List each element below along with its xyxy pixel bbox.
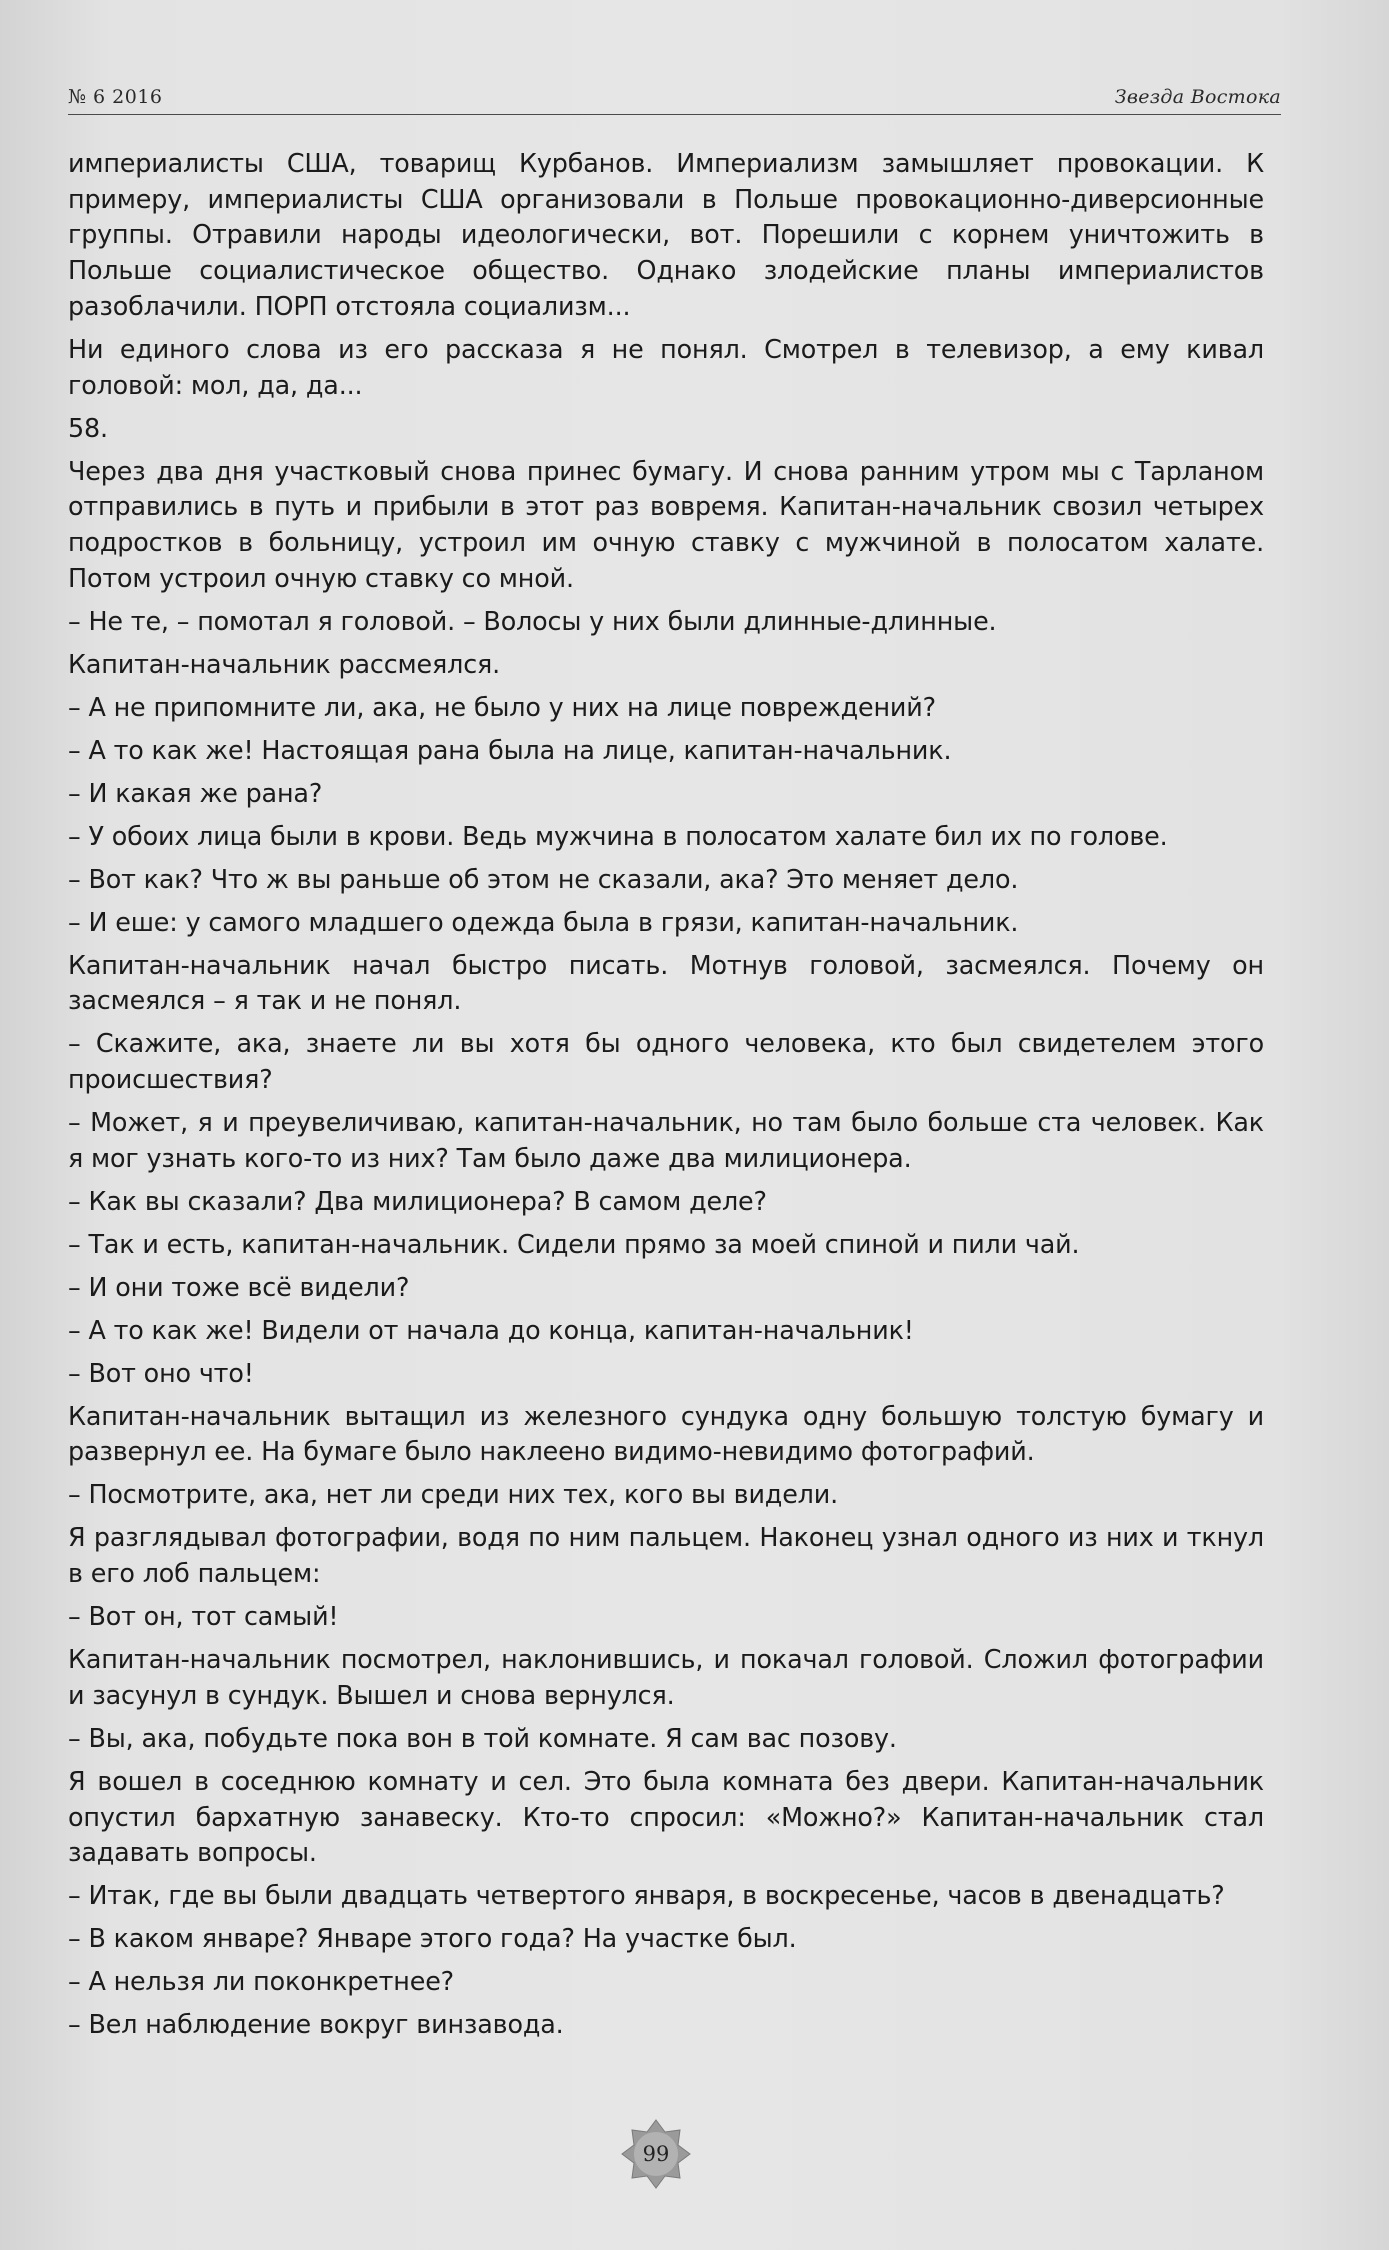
running-header xyxy=(68,68,1281,115)
paragraph: – Вот он, тот самый! xyxy=(68,1601,339,1632)
paragraph: – У обоих лица были в крови. Ведь мужчина в полосатом халате бил их по голове. xyxy=(68,820,1168,851)
paragraph: Капитан-начальник вытащил из железного сундука одну большую толстую бумагу и развернул ее. На бумаге было наклеено видимо-невидимо фотографий. xyxy=(68,1400,1264,1467)
paragraph: – Вот как? Что ж вы раньше об этом не сказали, ака? Это меняет дело. xyxy=(68,863,1019,894)
paragraph: – И какая же рана? xyxy=(68,777,323,808)
paragraph: – А не припомните ли, ака, не было у них на лице повреждений? xyxy=(68,691,936,722)
paragraph: – Вот оно что! xyxy=(68,1357,254,1388)
page-number: 99 xyxy=(642,2142,670,2166)
paragraph: Капитан-начальник рассмеялся. xyxy=(68,648,501,679)
paragraph: – И еше: у самого младшего одежда была в грязи, капитан-начальник. xyxy=(68,906,1019,937)
paragraph: – А нельзя ли поконкретнее? xyxy=(68,1966,455,1997)
paragraph: Через два дня участковый снова принес бумагу. И снова ранним утром мы с Тарланом отправились в путь и прибыли в этот раз вовремя. Капитан-начальник свозил четырех подростков в больницу, устроил им очную ставку с мужчиной в полосатом халате. Потом устроил очную ставку со мной. xyxy=(68,455,1264,593)
paragraph: империалисты США, товарищ Курбанов. Империализм замышляет провокации. К примеру, империалисты США организовали в Польше провокационно-диверсионные группы. Отравили народы идеологически, вот. Порешили с корнем уничтожить в Польше социалистическое общество. Однако злодейские планы империалистов разоблачили. ПОРП отстояла социализм... xyxy=(68,148,1264,321)
page-number-badge xyxy=(620,2118,692,2190)
paragraph: – Скажите, ака, знаете ли вы хотя бы одного человека, кто был свидетелем этого происшествия? xyxy=(68,1028,1264,1095)
paragraph: – Как вы сказали? Два милиционера? В самом деле? xyxy=(68,1185,767,1216)
paragraph: – Вы, ака, побудьте пока вон в той комнате. Я сам вас позову. xyxy=(68,1722,897,1753)
journal-title: Звезда Востока xyxy=(1114,86,1281,108)
paragraph: – Не те, – помотал я головой. – Волосы у них были длинные-длинные. xyxy=(68,605,997,636)
paragraph: – Так и есть, капитан-начальник. Сидели прямо за моей спиной и пили чай. xyxy=(68,1228,1080,1259)
paragraph: – И они тоже всё видели? xyxy=(68,1271,410,1302)
paragraph: – Вел наблюдение вокруг винзавода. xyxy=(68,2009,564,2040)
paragraph: – А то как же! Настоящая рана была на лице, капитан-начальник. xyxy=(68,734,952,765)
paragraph: – В каком январе? Январе этого года? На участке был. xyxy=(68,1923,797,1954)
paragraph: Капитан-начальник посмотрел, наклонившись, и покачал головой. Сложил фотографии и засунул в сундук. Вышел и снова вернулся. xyxy=(68,1644,1264,1710)
paragraph: Я вошел в соседнюю комнату и сел. Это была комната без двери. Капитан-начальник опустил бархатную занавеску. Кто-то спросил: «Можно?» Капитан-начальник стал задавать вопросы. xyxy=(68,1765,1264,1868)
paragraph: – Посмотрите, ака, нет ли среди них тех, кого вы видели. xyxy=(68,1479,839,1510)
issue-number: № 6 2016 xyxy=(68,86,163,108)
body-text xyxy=(68,146,1264,2050)
paragraph: – Итак, где вы были двадцать четвертого января, в воскресенье, часов в двенадцать? xyxy=(68,1880,1225,1911)
paragraph: Капитан-начальник начал быстро писать. Мотнув головой, засмеялся. Почему он засмеялся – я так и не понял. xyxy=(68,949,1264,1016)
chapter-number: 58. xyxy=(68,412,108,443)
paragraph: Я разглядывал фотографии, водя по ним пальцем. Наконец узнал одного из них и ткнул в его лоб пальцем: xyxy=(68,1522,1264,1589)
paragraph: – А то как же! Видели от начала до конца, капитан-начальник! xyxy=(68,1314,914,1345)
paragraph: – Может, я и преувеличиваю, капитан-начальник, но там было больше ста человек. Как я мог узнать кого-то из них? Там было даже два милиционера. xyxy=(68,1107,1264,1173)
paragraph: Ни единого слова из его рассказа я не понял. Смотрел в телевизор, а ему кивал головой: мол, да, да... xyxy=(68,333,1264,400)
